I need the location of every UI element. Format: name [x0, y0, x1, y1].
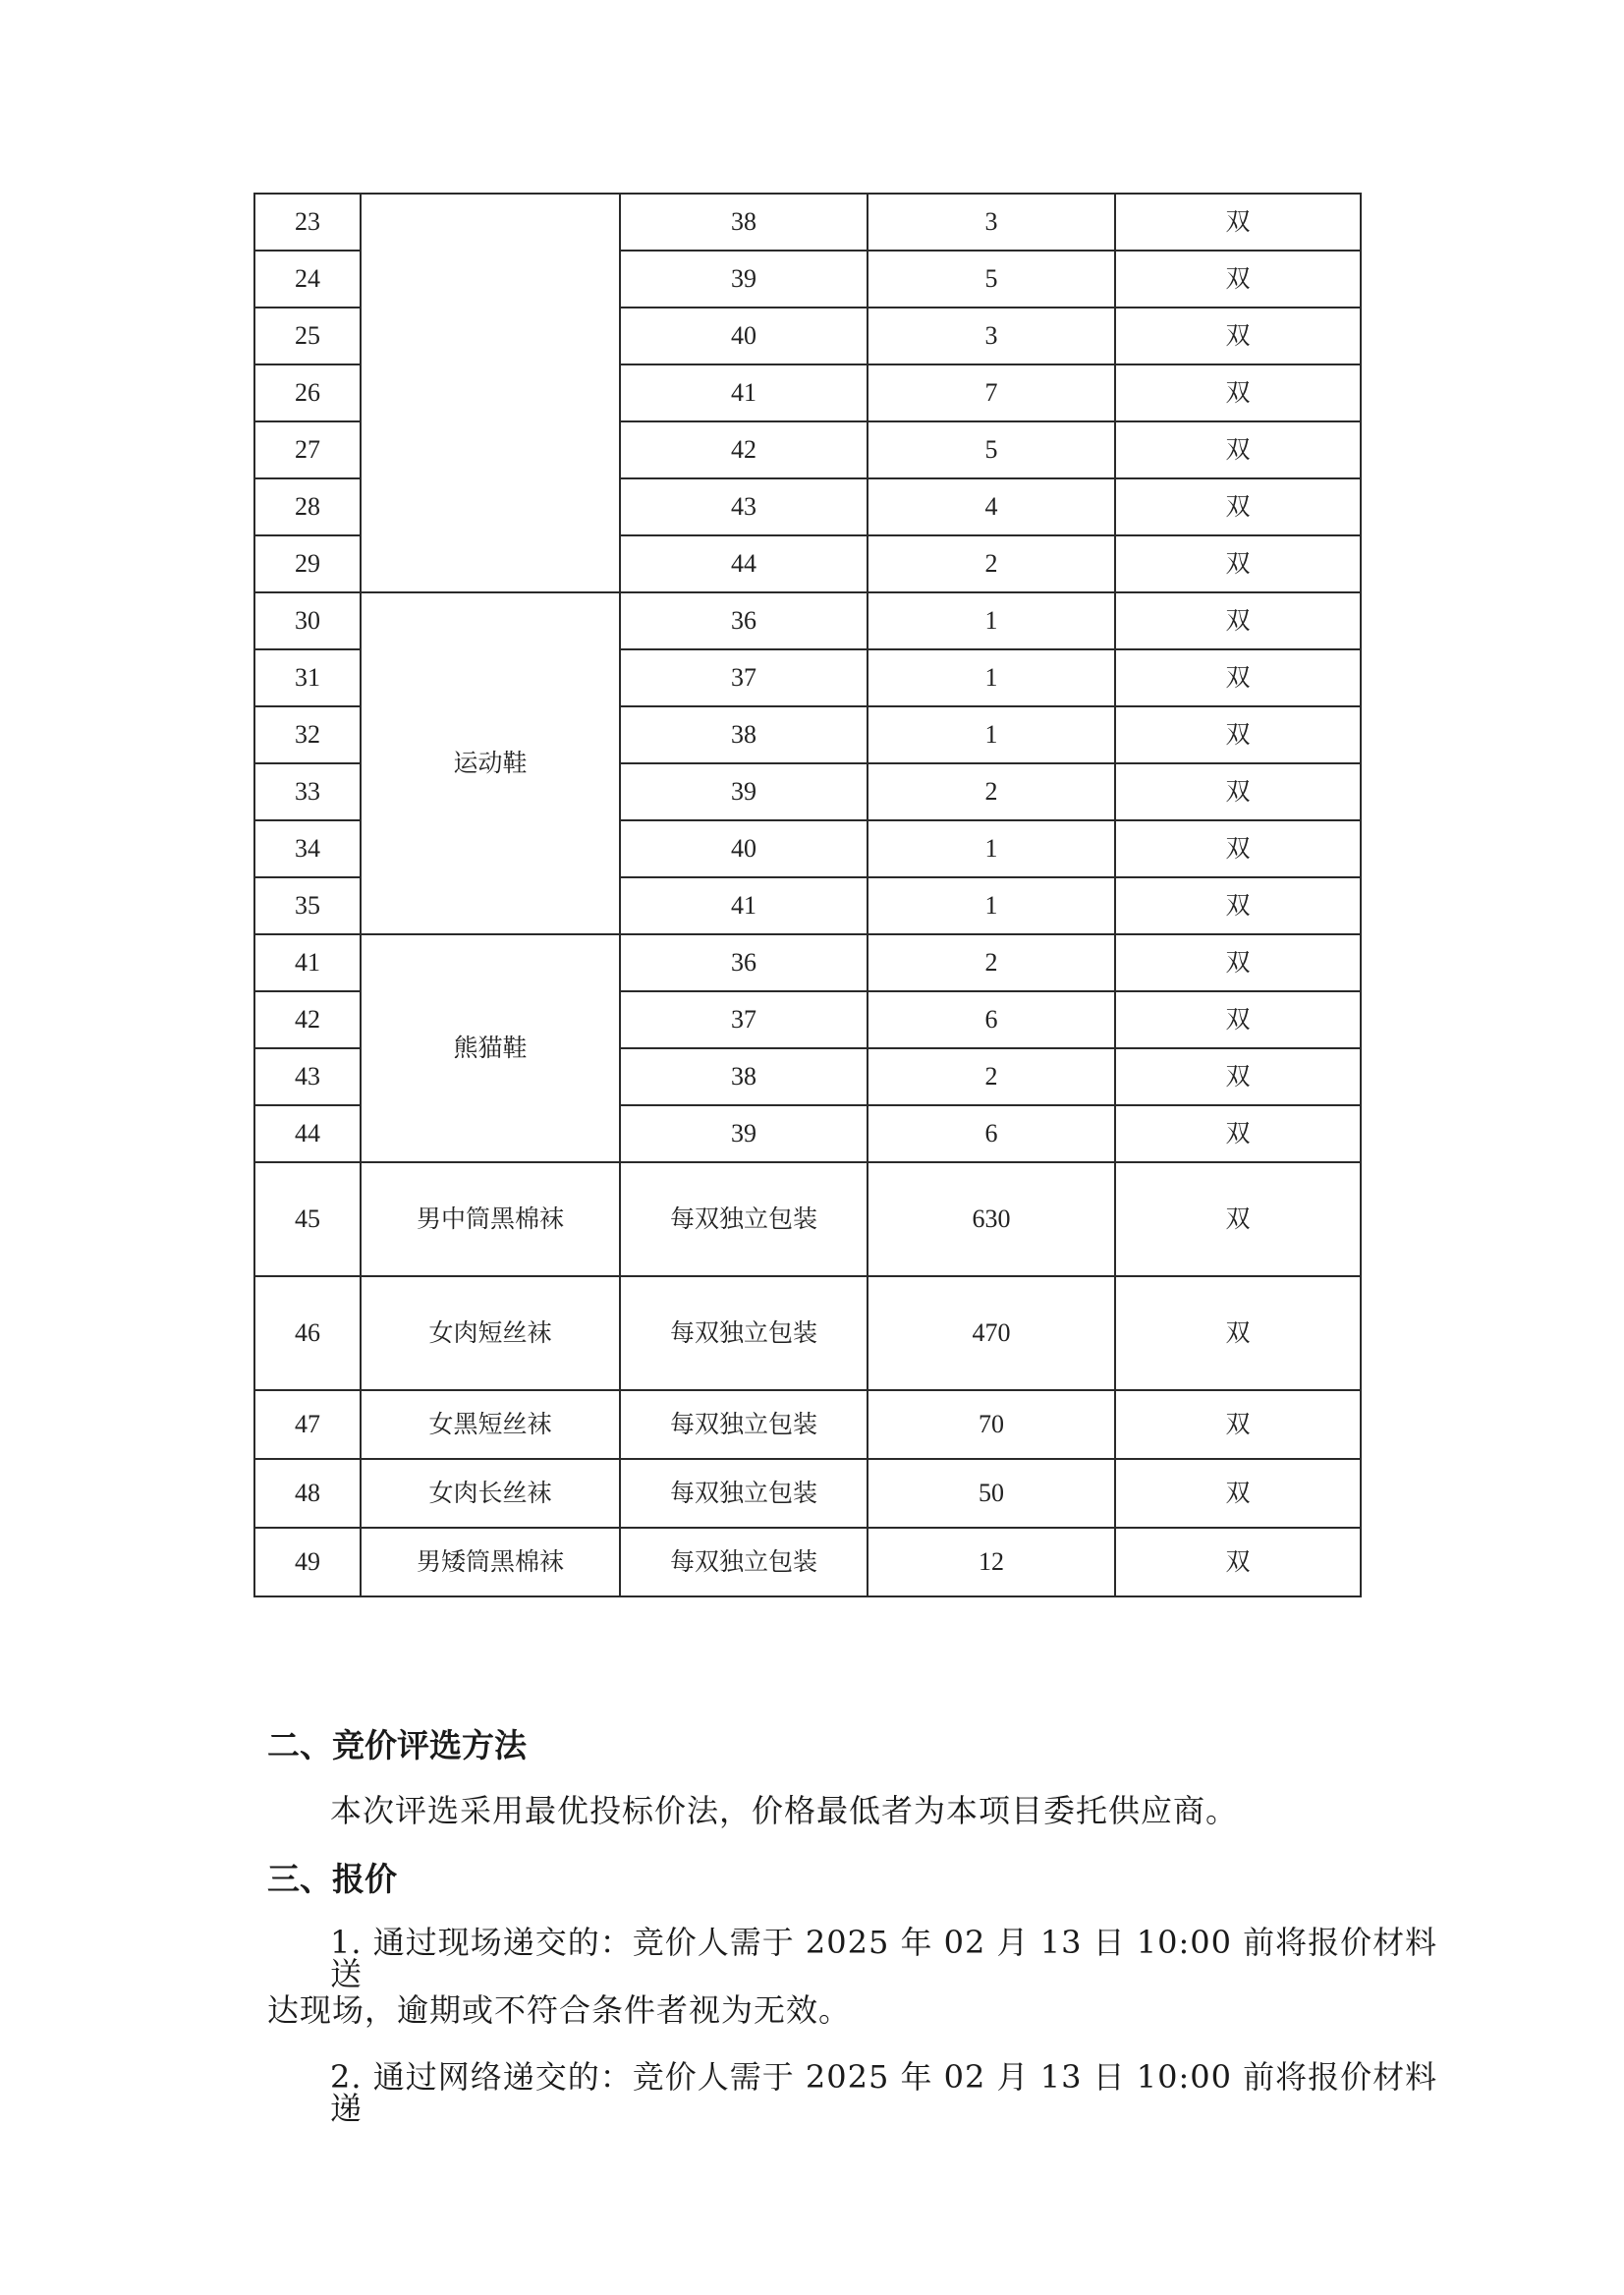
unit-cell: 双: [1115, 592, 1361, 649]
quantity-cell: 3: [868, 194, 1115, 251]
spec-cell: 36: [620, 934, 868, 991]
spec-cell: 41: [620, 364, 868, 421]
unit-cell: 双: [1115, 364, 1361, 421]
unit-cell: 双: [1115, 991, 1361, 1048]
item-name-cell: 运动鞋: [361, 592, 620, 934]
unit-cell: 双: [1115, 421, 1361, 478]
spec-cell: 42: [620, 421, 868, 478]
section-3-heading: 三、报价: [267, 1860, 397, 1898]
unit-cell: 双: [1115, 820, 1361, 877]
unit-cell: 双: [1115, 706, 1361, 763]
quantity-cell: 5: [868, 251, 1115, 308]
table-row: [254, 592, 1361, 649]
row-number: 33: [254, 763, 361, 820]
quantity-cell: 3: [868, 308, 1115, 364]
unit-cell: 双: [1115, 1276, 1361, 1390]
unit-cell: 双: [1115, 1105, 1361, 1162]
spec-cell: 39: [620, 251, 868, 308]
spec-cell: 每双独立包装: [620, 1528, 868, 1596]
quantity-cell: 1: [868, 820, 1115, 877]
row-number: 27: [254, 421, 361, 478]
row-number: 35: [254, 877, 361, 934]
spec-cell: 37: [620, 991, 868, 1048]
spec-cell: 43: [620, 478, 868, 535]
row-number: 42: [254, 991, 361, 1048]
row-number: 49: [254, 1528, 361, 1596]
unit-cell: 双: [1115, 1162, 1361, 1276]
quantity-cell: 7: [868, 364, 1115, 421]
unit-cell: 双: [1115, 1528, 1361, 1596]
unit-cell: 双: [1115, 535, 1361, 592]
spec-cell: 40: [620, 308, 868, 364]
row-number: 24: [254, 251, 361, 308]
table-row: [254, 1390, 1361, 1459]
row-number: 23: [254, 194, 361, 251]
spec-cell: 每双独立包装: [620, 1162, 868, 1276]
row-number: 31: [254, 649, 361, 706]
row-number: 32: [254, 706, 361, 763]
quantity-cell: 470: [868, 1276, 1115, 1390]
unit-cell: 双: [1115, 934, 1361, 991]
row-number: 26: [254, 364, 361, 421]
section-2-heading: 二、竞价评选方法: [267, 1726, 527, 1764]
row-number: 44: [254, 1105, 361, 1162]
spec-cell: 每双独立包装: [620, 1459, 868, 1528]
quantity-cell: 2: [868, 535, 1115, 592]
spec-cell: 41: [620, 877, 868, 934]
section-3-item-2-line-1: 2. 通过网络递交的：竞价人需于 2025 年 02 月 13 日 10:00 前将报价材料递: [330, 2058, 1438, 2127]
quantity-cell: 1: [868, 592, 1115, 649]
spec-cell: 37: [620, 649, 868, 706]
unit-cell: 双: [1115, 649, 1361, 706]
spec-cell: 36: [620, 592, 868, 649]
row-number: 45: [254, 1162, 361, 1276]
quantity-cell: 70: [868, 1390, 1115, 1459]
section-3-item-1-line-1: 1. 通过现场递交的：竞价人需于 2025 年 02 月 13 日 10:00 前将报价材料送: [330, 1924, 1438, 1992]
quantity-cell: 2: [868, 1048, 1115, 1105]
spec-cell: 39: [620, 1105, 868, 1162]
quantity-cell: 2: [868, 763, 1115, 820]
item-name-cell: [361, 194, 620, 592]
row-number: 30: [254, 592, 361, 649]
row-number: 41: [254, 934, 361, 991]
row-number: 43: [254, 1048, 361, 1105]
spec-cell: 每双独立包装: [620, 1390, 868, 1459]
item-name-cell: 女黑短丝袜: [361, 1390, 620, 1459]
item-name-cell: 女肉短丝袜: [361, 1276, 620, 1390]
spec-cell: 39: [620, 763, 868, 820]
quantity-cell: 1: [868, 877, 1115, 934]
spec-cell: 每双独立包装: [620, 1276, 868, 1390]
quantity-cell: 6: [868, 1105, 1115, 1162]
spec-cell: 38: [620, 1048, 868, 1105]
item-name-cell: 熊猫鞋: [361, 934, 620, 1162]
row-number: 28: [254, 478, 361, 535]
row-number: 25: [254, 308, 361, 364]
unit-cell: 双: [1115, 194, 1361, 251]
quantity-cell: 2: [868, 934, 1115, 991]
goods-table: [253, 193, 1362, 1597]
spec-cell: 38: [620, 194, 868, 251]
unit-cell: 双: [1115, 478, 1361, 535]
spec-cell: 44: [620, 535, 868, 592]
quantity-cell: 1: [868, 649, 1115, 706]
row-number: 47: [254, 1390, 361, 1459]
quantity-cell: 5: [868, 421, 1115, 478]
unit-cell: 双: [1115, 1390, 1361, 1459]
table-row: [254, 1276, 1361, 1390]
table-row: [254, 1459, 1361, 1528]
quantity-cell: 4: [868, 478, 1115, 535]
table-row: [254, 1528, 1361, 1596]
unit-cell: 双: [1115, 763, 1361, 820]
spec-cell: 40: [620, 820, 868, 877]
unit-cell: 双: [1115, 877, 1361, 934]
table-row: [254, 934, 1361, 991]
item-name-cell: 女肉长丝袜: [361, 1459, 620, 1528]
quantity-cell: 630: [868, 1162, 1115, 1276]
section-3-item-1-line-2: 达现场，逾期或不符合条件者视为无效。: [267, 1991, 852, 2029]
spec-cell: 38: [620, 706, 868, 763]
unit-cell: 双: [1115, 251, 1361, 308]
unit-cell: 双: [1115, 308, 1361, 364]
item-name-cell: 男矮筒黑棉袜: [361, 1528, 620, 1596]
quantity-cell: 12: [868, 1528, 1115, 1596]
unit-cell: 双: [1115, 1048, 1361, 1105]
quantity-cell: 1: [868, 706, 1115, 763]
table-row: [254, 194, 1361, 251]
row-number: 46: [254, 1276, 361, 1390]
table-row: [254, 1162, 1361, 1276]
row-number: 48: [254, 1459, 361, 1528]
row-number: 29: [254, 535, 361, 592]
quantity-cell: 6: [868, 991, 1115, 1048]
section-2-body: 本次评选采用最优投标价法，价格最低者为本项目委托供应商。: [330, 1792, 1239, 1829]
quantity-cell: 50: [868, 1459, 1115, 1528]
item-name-cell: 男中筒黑棉袜: [361, 1162, 620, 1276]
unit-cell: 双: [1115, 1459, 1361, 1528]
row-number: 34: [254, 820, 361, 877]
